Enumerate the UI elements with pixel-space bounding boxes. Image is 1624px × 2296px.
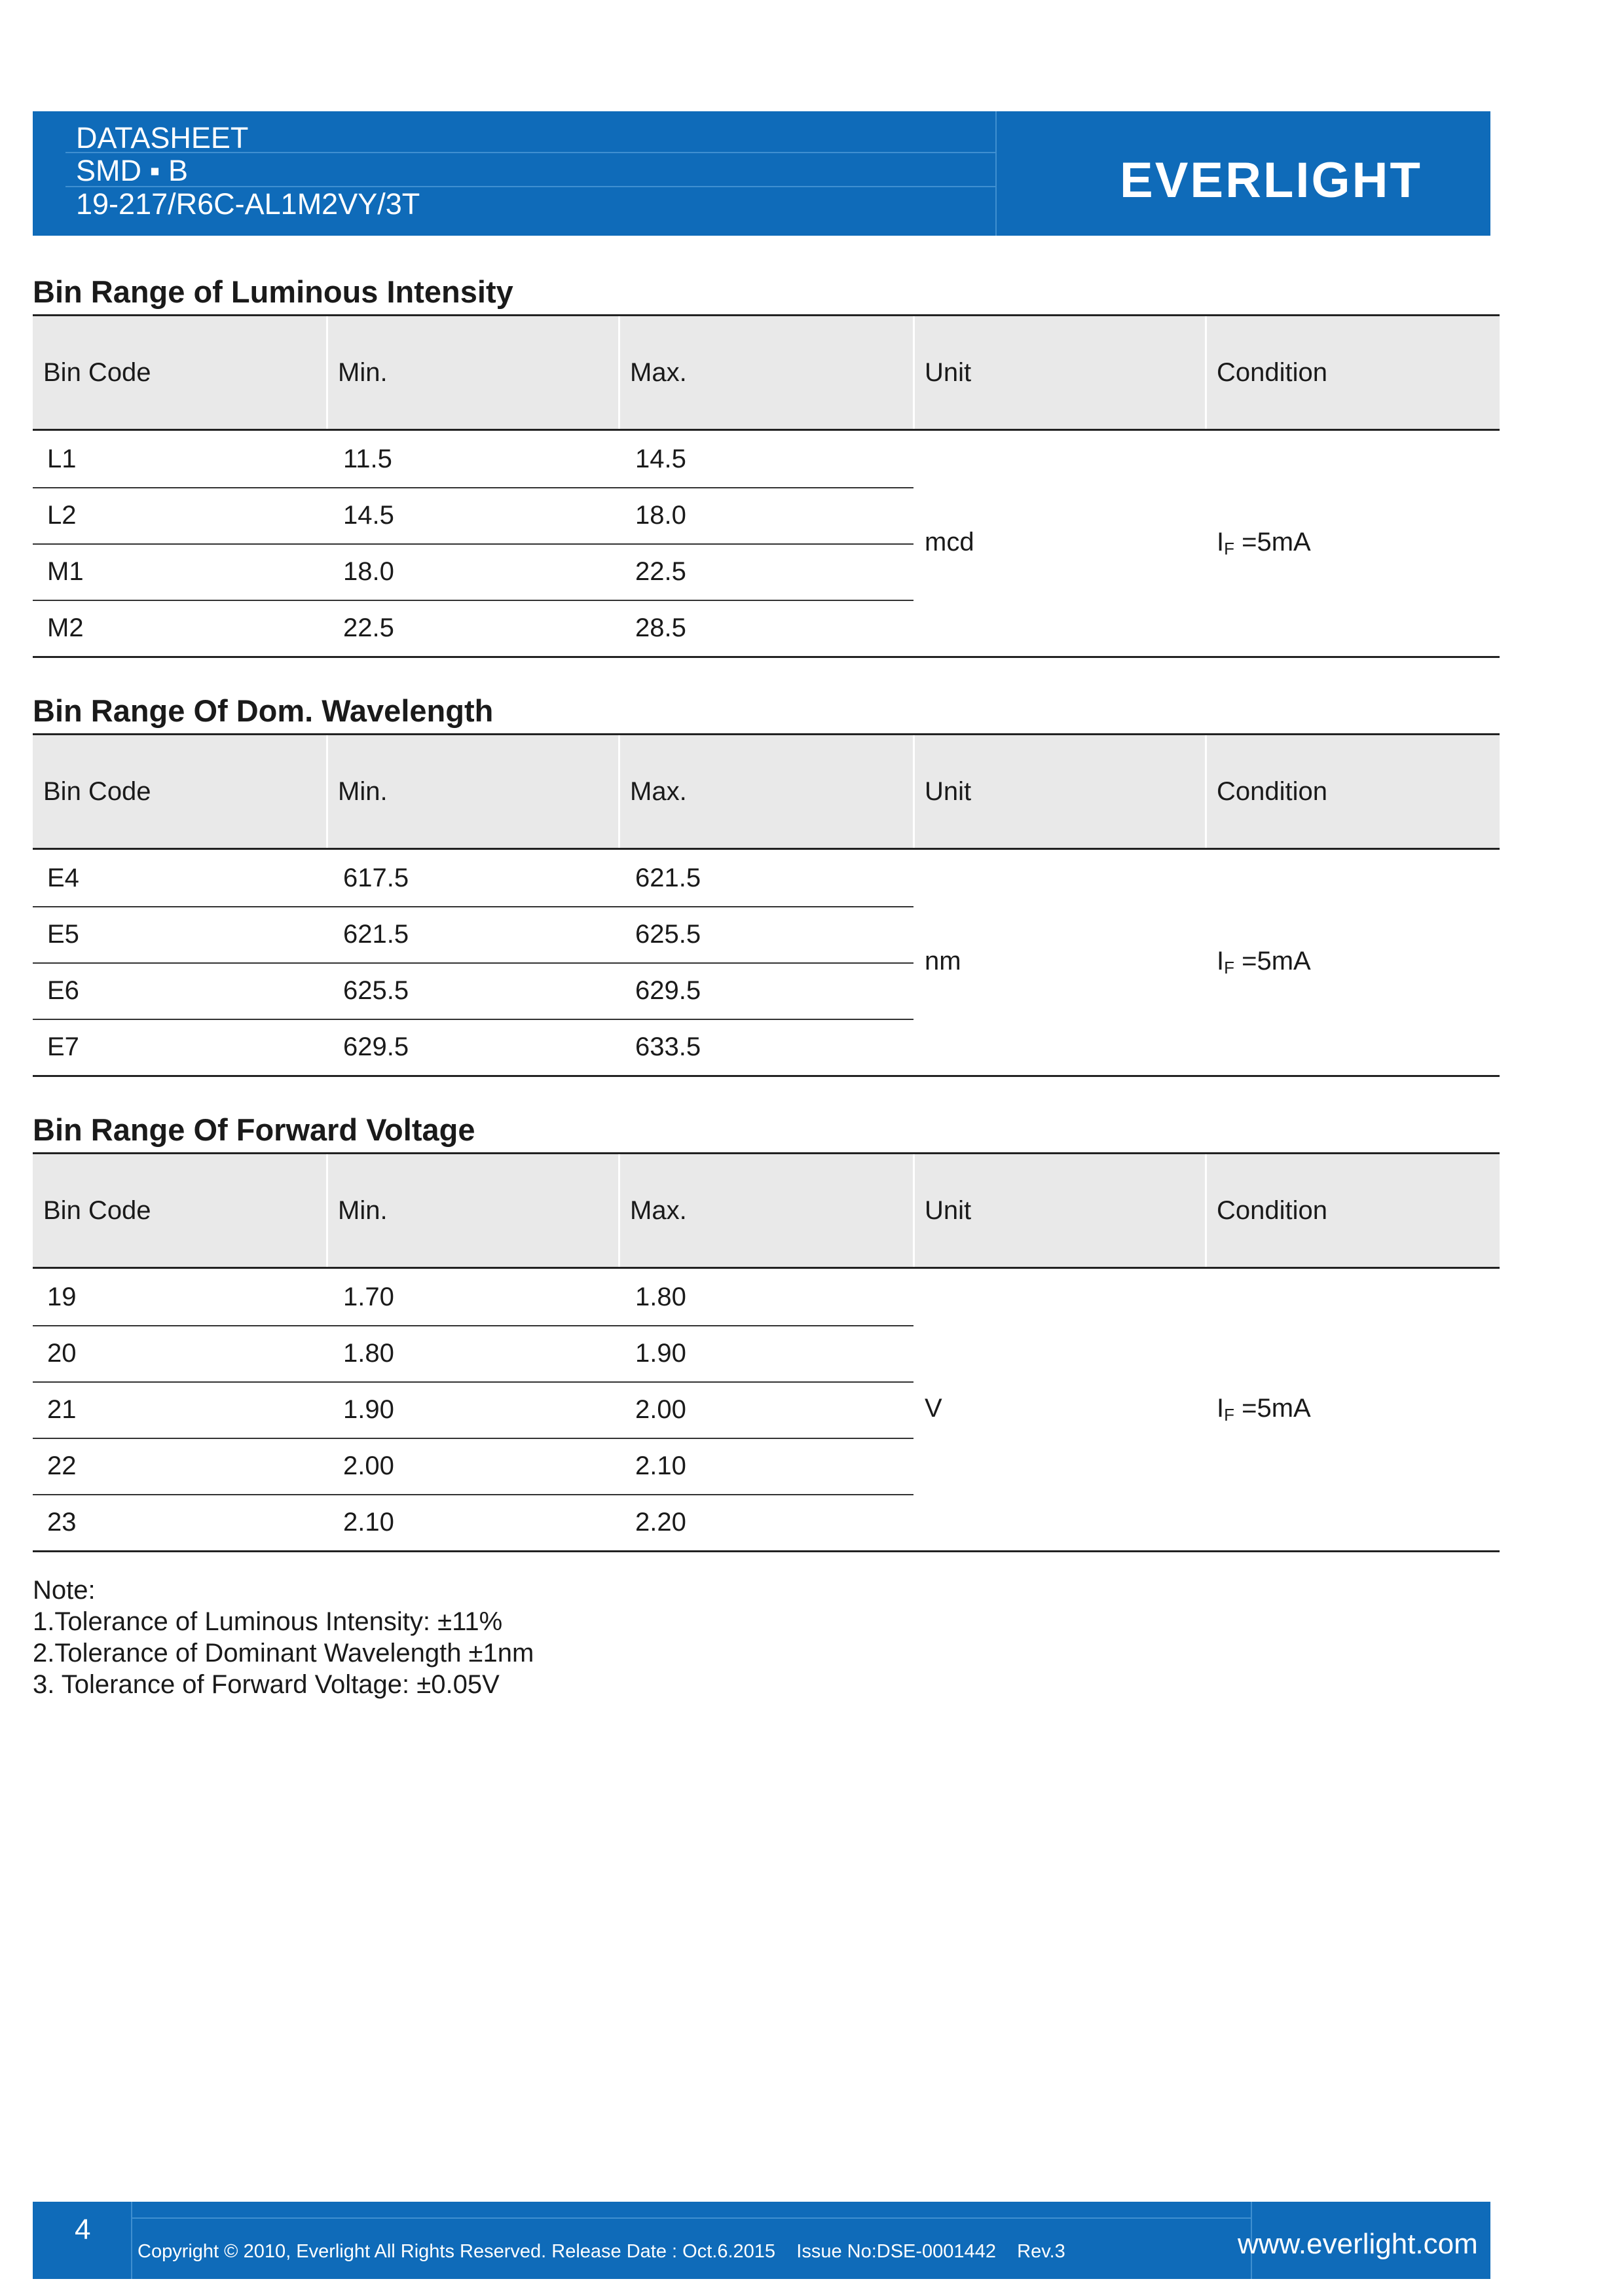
cell-max: 2.20 [635, 1508, 686, 1537]
cell-max: 18.0 [635, 501, 686, 530]
footer-rule [131, 2217, 1251, 2219]
table-row [33, 962, 913, 1019]
column-header-bin-code: Bin Code [43, 358, 151, 387]
cell-min: 22.5 [343, 613, 394, 642]
column-header-unit: Unit [925, 358, 972, 387]
table-header [33, 1152, 1500, 1269]
column-gap [913, 1154, 915, 1267]
column-gap [913, 735, 915, 848]
unit-cell: nm [925, 947, 961, 975]
condition-symbol: I [1217, 947, 1225, 975]
footer-band [33, 2202, 1490, 2279]
header-band [33, 111, 1490, 236]
column-header-min: Min. [338, 1196, 388, 1225]
cell-bin-code: 19 [47, 1283, 77, 1311]
cell-max: 625.5 [635, 920, 701, 949]
unit-cell: mcd [925, 528, 974, 556]
cell-min: 2.10 [343, 1508, 394, 1537]
cell-bin-code: 21 [47, 1395, 77, 1424]
cell-bin-code: 22 [47, 1451, 77, 1480]
column-gap [326, 735, 328, 848]
table-row [33, 543, 913, 600]
table-row [33, 1494, 913, 1550]
cell-bin-code: 23 [47, 1508, 77, 1537]
cell-max: 14.5 [635, 445, 686, 473]
doc-type: DATASHEET [76, 121, 249, 155]
table-row [33, 1019, 913, 1075]
cell-bin-code: E6 [47, 976, 79, 1005]
table-row [33, 487, 913, 543]
notes-heading: Note: [33, 1576, 96, 1605]
column-header-condition: Condition [1217, 358, 1328, 387]
table-header [33, 314, 1500, 431]
product-series: SMD ▪ B [76, 154, 188, 187]
cell-max: 621.5 [635, 864, 701, 892]
table-row [33, 906, 913, 962]
page-number: 4 [75, 2214, 91, 2246]
table-bottom-rule [33, 656, 1500, 658]
cell-min: 11.5 [343, 445, 392, 473]
everlight-logo: EVERLIGHT [1120, 153, 1422, 208]
cell-min: 629.5 [343, 1032, 409, 1061]
cell-max: 28.5 [635, 613, 686, 642]
cell-min: 14.5 [343, 501, 394, 530]
copyright-text: Copyright © 2010, Everlight All Rights Reserved. Release Date : Oct.6.2015 Issue No:DSE-0001442 Rev.3 [138, 2241, 1065, 2262]
condition-subscript: F [1224, 958, 1235, 977]
footer-divider [131, 2202, 132, 2279]
column-header-condition: Condition [1217, 777, 1328, 806]
cell-bin-code: M1 [47, 557, 84, 586]
notes-block [33, 1575, 534, 1700]
column-header-min: Min. [338, 777, 388, 806]
cell-max: 1.80 [635, 1283, 686, 1311]
condition-cell [1217, 528, 1311, 559]
cell-min: 1.80 [343, 1339, 394, 1368]
website-link[interactable]: www.everlight.com [1238, 2228, 1478, 2260]
table-row [33, 1381, 913, 1438]
condition-cell [1217, 947, 1311, 978]
column-header-min: Min. [338, 358, 388, 387]
cell-min: 1.70 [343, 1283, 394, 1311]
table-row [33, 1269, 913, 1325]
header-divider [995, 111, 997, 236]
column-gap [618, 1154, 620, 1267]
cell-bin-code: L1 [47, 445, 77, 473]
table-row [33, 1325, 913, 1381]
column-header-bin-code: Bin Code [43, 777, 151, 806]
note-item: 3. Tolerance of Forward Voltage: ±0.05V [33, 1670, 500, 1699]
condition-value: =5mA [1234, 1394, 1311, 1423]
cell-bin-code: E5 [47, 920, 79, 949]
column-gap [913, 316, 915, 429]
section-title-voltage: Bin Range Of Forward Voltage [33, 1112, 475, 1147]
cell-max: 1.90 [635, 1339, 686, 1368]
table-row [33, 850, 913, 906]
column-gap [326, 316, 328, 429]
column-header-max: Max. [630, 358, 687, 387]
cell-min: 617.5 [343, 864, 409, 892]
section-title-wavelength: Bin Range Of Dom. Wavelength [33, 693, 494, 728]
condition-symbol: I [1217, 528, 1225, 556]
cell-bin-code: E4 [47, 864, 79, 892]
column-header-unit: Unit [925, 1196, 972, 1225]
cell-bin-code: M2 [47, 613, 84, 642]
column-gap [618, 735, 620, 848]
cell-min: 2.00 [343, 1451, 394, 1480]
cell-bin-code: 20 [47, 1339, 77, 1368]
condition-symbol: I [1217, 1394, 1225, 1423]
note-item: 1.Tolerance of Luminous Intensity: ±11% [33, 1607, 503, 1636]
part-number: 19-217/R6C-AL1M2VY/3T [76, 187, 420, 221]
condition-value: =5mA [1234, 528, 1311, 556]
cell-min: 1.90 [343, 1395, 394, 1424]
column-header-max: Max. [630, 1196, 687, 1225]
column-header-unit: Unit [925, 777, 972, 806]
cell-max: 629.5 [635, 976, 701, 1005]
column-header-condition: Condition [1217, 1196, 1328, 1225]
cell-max: 633.5 [635, 1032, 701, 1061]
condition-cell [1217, 1394, 1311, 1425]
column-gap [326, 1154, 328, 1267]
condition-subscript: F [1224, 1405, 1235, 1425]
cell-min: 18.0 [343, 557, 394, 586]
cell-min: 621.5 [343, 920, 409, 949]
cell-max: 22.5 [635, 557, 686, 586]
table-row [33, 600, 913, 656]
column-gap [1205, 1154, 1207, 1267]
cell-max: 2.00 [635, 1395, 686, 1424]
cell-bin-code: L2 [47, 501, 77, 530]
column-gap [618, 316, 620, 429]
column-header-bin-code: Bin Code [43, 1196, 151, 1225]
table-header [33, 733, 1500, 850]
unit-cell: V [925, 1394, 942, 1423]
cell-max: 2.10 [635, 1451, 686, 1480]
note-item: 2.Tolerance of Dominant Wavelength ±1nm [33, 1639, 534, 1667]
condition-subscript: F [1224, 539, 1235, 558]
condition-value: =5mA [1234, 947, 1311, 975]
section-title-luminous: Bin Range of Luminous Intensity [33, 274, 513, 309]
cell-bin-code: E7 [47, 1032, 79, 1061]
column-header-max: Max. [630, 777, 687, 806]
table-bottom-rule [33, 1075, 1500, 1077]
table-row [33, 1438, 913, 1494]
column-gap [1205, 316, 1207, 429]
table-bottom-rule [33, 1550, 1500, 1552]
cell-min: 625.5 [343, 976, 409, 1005]
column-gap [1205, 735, 1207, 848]
table-row [33, 431, 913, 487]
